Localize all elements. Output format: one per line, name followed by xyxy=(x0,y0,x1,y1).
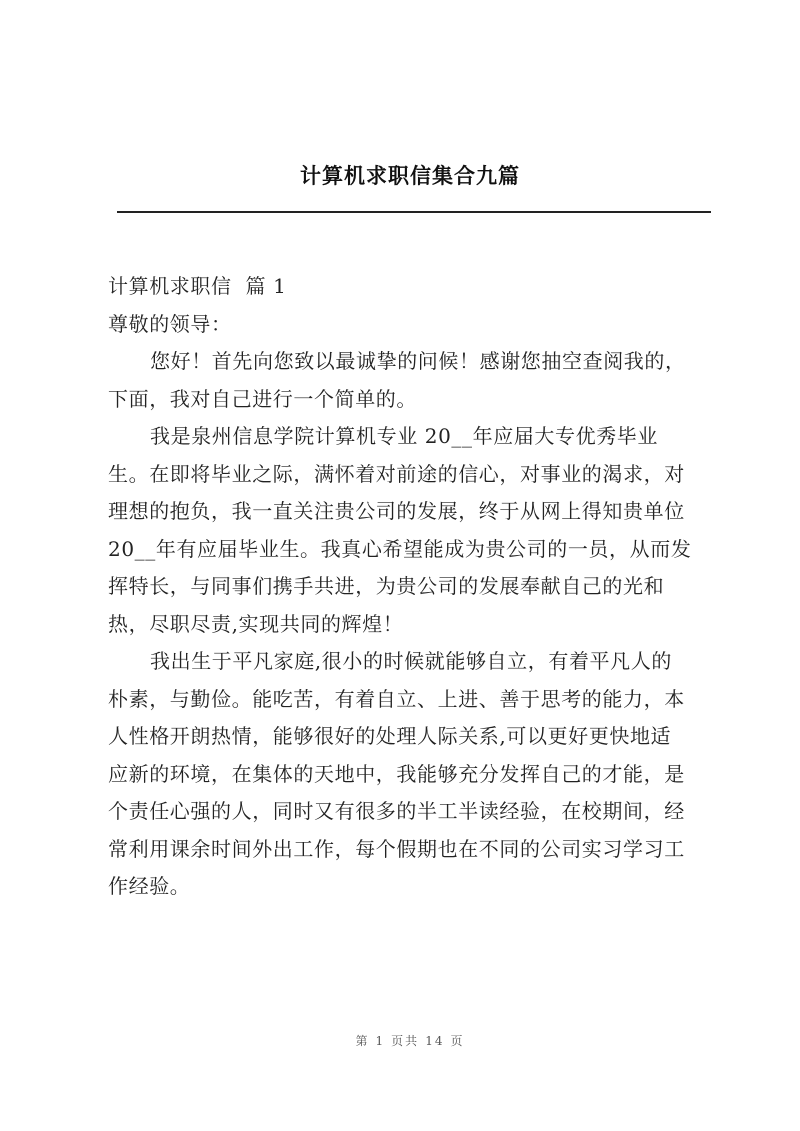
footer-prefix: 第 xyxy=(355,1034,370,1048)
paragraph-line: 您好！首先向您致以最诚挚的问候！感谢您抽空查阅我的， xyxy=(150,349,686,373)
paragraph-line: 朴素，与勤俭。能吃苦，有着自立、上进、善于思考的能力，本 xyxy=(108,686,685,711)
footer-page-number: 1 xyxy=(375,1034,386,1048)
footer-suffix: 页 xyxy=(450,1034,465,1048)
paragraph-line: 常利用课余时间外出工作，每个假期也在不同的公司实习学习工 xyxy=(108,836,685,861)
paragraph-line: 个责任心强的人，同时又有很多的半工半读经验，在校期间，经 xyxy=(108,799,685,823)
paragraph-line: 20__年有应届毕业生。我真心希望能成为贵公司的一员，从而发 xyxy=(108,536,692,561)
paragraph-line: 作经验。 xyxy=(108,874,191,898)
document-body xyxy=(108,268,708,906)
paragraph-line: 我是泉州信息学院计算机专业 20__年应届大专优秀毕业 xyxy=(150,424,659,448)
paragraph-1 xyxy=(108,343,708,418)
paragraph-line: 理想的抱负，我一直关注贵公司的发展，终于从网上得知贵单位 xyxy=(108,499,685,523)
salutation: 尊敬的领导： xyxy=(108,311,232,336)
paragraph-line: 下面，我对自己进行一个简单的。 xyxy=(108,386,417,411)
paragraph-line: 我出生于平凡家庭,很小的时候就能够自立，有着平凡人的 xyxy=(150,649,672,673)
title-divider xyxy=(117,211,711,213)
paragraph-line: 应新的环境，在集体的天地中，我能够充分发挥自己的才能，是 xyxy=(108,761,685,786)
section-heading: 计算机求职信 篇 1 xyxy=(108,274,287,298)
paragraph-line: 热，尽职尽责,实现共同的辉煌！ xyxy=(108,611,404,636)
footer-total-pages: 14 xyxy=(425,1034,445,1048)
document-title: 计算机求职信集合九篇 xyxy=(300,164,520,188)
page-footer xyxy=(0,1032,800,1049)
paragraph-2 xyxy=(108,418,708,643)
paragraph-line: 人性格开朗热情，能够很好的处理人际关系,可以更好更快地适 xyxy=(108,724,672,748)
footer-middle: 页共 xyxy=(391,1034,420,1048)
paragraph-line: 挥特长，与同事们携手共进，为贵公司的发展奉献自己的光和 xyxy=(108,574,665,598)
paragraph-line: 生。在即将毕业之际，满怀着对前途的信心，对事业的渴求，对 xyxy=(108,461,685,486)
paragraph-3 xyxy=(108,643,708,906)
